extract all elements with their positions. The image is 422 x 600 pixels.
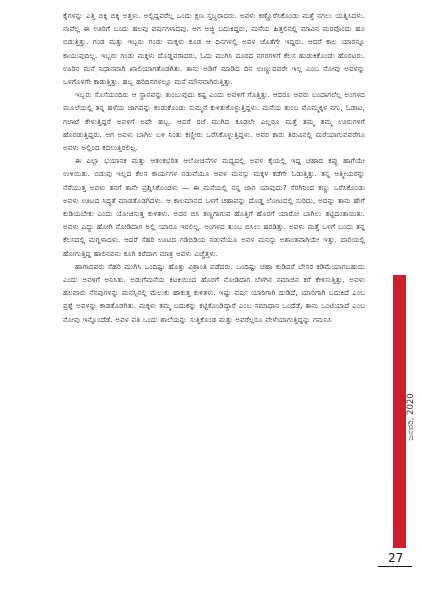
article-paragraph-3: ಈ ಎಲ್ಲಾ ಭಯಾನಕ ಮತ್ತು ಆತಂಕಭರಿತ ಆಲೋಚನೆಗಳ ಮಧ್ಯದಲ್ಲಿ ಅವಳ ಕೈಯಲ್ಲಿ ಇದ್ದ ಚಹಾದ ಕಪ್ಪು ಹಾಗೆಯೇ ಉಳಿಯಿತು. ಬಿಡುವು ಇಲ್ಲದ ಕೆಲಸ ಕಾರ್ಯಗಳ ನಡುವೆಯೂ ಅವಳ ಮನಸ್ಸು ಮಕ್ಕಳ ಕಡೆಗೇ ಓಡುತ್ತಿತ್ತು. ತನ್ನ ಆತ್ಮೀಯರನ್ನು ನೆನೆಯುತ್ತ ಅವಳು ತನಗೆ ತಾನೇ ಪ್ರಶ್ನಿಸಿಕೊಂಡಳು — ಈ ಮನೆಯಲ್ಲಿ ನನ್ನ ಜಾಗ ಯಾವುದು? ಸೆರಗಿನಿಂದ ಕಣ್ಣು ಒರೆಸಿಕೊಂಡು ಅವಳು ಊಟದ ಸಿದ್ಧತೆ ಮಾಡತೊಡಗಿದಳು. ಆ ಕಾಲಮಾನದ ಒಳಗೆ ಚಹಾವನ್ನು ದೊಡ್ಡ ಲೋಟದಲ್ಲಿ ಸುರಿದು, ಅದನ್ನು ತಾನು ಹೇಗೆ ಕುಡಿಯಬೇಕು ಎಂದು ಯೋಚಿಸುತ್ತ ಕುಳಿತಳು. ಅದರ ಬಿಸಿ ತಣ್ಣಗಾಗುವ ಹೊತ್ತಿಗೆ ಹೊರಗೆ ಯಾರೋ ಬಾಗಿಲು ತಟ್ಟಿದಂತಾಯಿತು. ಅವಳು ಎದ್ದು ಹೋಗಿ ನೋಡಿದಾಗ ಅಲ್ಲಿ ಯಾರೂ ಇರಲಿಲ್ಲ. ಅಂಗಳದ ತುಂಬ ಬಿಸಿಲು ಹರಡಿತ್ತು. ಅವಳು ಮತ್ತೆ ಒಳಗೆ ಬಂದು ತನ್ನ ಕೆಲಸದಲ್ಲಿ ಮಗ್ನಳಾದಳು. ಆದರೆ ಸೆಹರಿ ಊಟದ ಗಡಿಬಿಡಿಯ ನಡುವೆಯೂ ಅವಳ ಮನಸ್ಸು ಅಶಾಂತವಾಗಿಯೇ ಇತ್ತು. ದಾರಿಯಲ್ಲಿ ಹೋಗುತ್ತಿದ್ದ ಹಾಲಿನವನು ಕೂಗಿ ಕರೆದಾಗ ಮಾತ್ರ ಅವಳು ಎಚ್ಚೆತ್ತಳು. xyxy=(63,156,365,258)
article-paragraph-1: ಕೈಗಳನ್ನು ಎತ್ತಿ ಬಿಕ್ಕಿ ಬಿಕ್ಕಿ ಅತ್ತಳು. ಅಲ್ಲಿದ್ದವರೆಲ್ಲ ಒಂದು ಕ್ಷಣ ಸ್ತಬ್ಧರಾದರು. ಅವಳು ಕಣ್ಣೊರೆಸಿಕೊಂಡು ಮತ್ತೆ ನಗಲು ಯತ್ನಿಸಿದಳು. ನಾವೆಲ್ಲ ಈ ಊರಿಗೆ ಬಂದು ಹಲವು ವರ್ಷಗಳಾದವು. ಆಗ ಅಜ್ಜಿ ಬದುಕಿದ್ದರು, ಮನೆಯ ಹಿತ್ತಲಿನಲ್ಲಿ ಮಾವಿನ ಮರವೊಂದು ಹೂ ಬಿಡುತ್ತಿತ್ತು. ಗಂಡ ಮತ್ತು ಇಬ್ಬರು ಗಂಡು ಮಕ್ಕಳು ಕೂಡ ಆ ದಿನಗಳಲ್ಲಿ ಅವಳ ಜೊತೆಗೇ ಇದ್ದರು. ಆದರೆ ಕಾಲ ಯಾರನ್ನೂ ಕಾಯುವುದಿಲ್ಲ. ಇಬ್ಬರು ಗಂಡು ಮಕ್ಕಳು ದೊಡ್ಡವರಾದರು, ಓದು ಮುಗಿಸಿ ದೂರದ ನಗರಗಳಿಗೆ ಕೆಲಸ ಹುಡುಕಿಕೊಂಡು ಹೊರಟರು. ಊರಿನ ಮನೆ ನಿಧಾನವಾಗಿ ಖಾಲಿಯಾಗತೊಡಗಿತು. ತಾನು ಅಡಿಗೆ ಮಾಡಿದ ದಿನ ಉಣ್ಣುವವರೇ ಇಲ್ಲ ಎಂಬ ನೋವು ಅವಳನ್ನು ಒಳಗೊಳಗೇ ಕಾಡುತ್ತಿತ್ತು. ಹಬ್ಬ ಹರಿದಿನಗಳಲ್ಲೂ ಮನೆ ಮೌನವಾಗಿರುತ್ತಿತ್ತು. xyxy=(63,11,365,87)
magazine-logo: ಮಯೂರ xyxy=(389,477,408,533)
article-body xyxy=(63,9,365,564)
issue-date: ಜನವರಿ, 2020 xyxy=(406,393,416,441)
page-number: 27 xyxy=(388,551,404,565)
article-paragraph-2: ಇಬ್ಬರು ಸೊಸೆಯಂದಿರು ಆ ಸ್ಥಾನವನ್ನು ತುಂಬುವುದು ಕಷ್ಟ ಎಂದು ಅವಳಿಗೆ ಗೊತ್ತಿತ್ತು. ಆದರೂ ಅವರು ಬಂದಾಗಲೆಲ್ಲ ಅಂಗಳದ ಮೂಲೆಯಲ್ಲಿ ತನ್ನ ಹಳೆಯ ಜಾಗವನ್ನು ಕಂಡುಕೊಂಡು ಸುಮ್ಮನೆ ಕುಳಿತುಕೊಳ್ಳುತ್ತಿದ್ದಳು. ಮನೆಯ ತುಂಬ ಮೊಮ್ಮಕ್ಕಳ ನಗು, ಓಡಾಟ, ಗಲಾಟೆ ಕೇಳುತ್ತಿದ್ದರೆ ಅವಳಿಗೆ ಅದೇ ಹಬ್ಬ. ಆದರೆ ರಜೆ ಮುಗಿದ ಕೂಡಲೇ ಎಲ್ಲರೂ ಮತ್ತೆ ತಮ್ಮ ತಮ್ಮ ಊರುಗಳಿಗೆ ಹೊರಡುತ್ತಿದ್ದರು. ಆಗ ಅವಳು ಬಾಗಿಲ ಬಳಿ ನಿಂತು ಕಣ್ಣೀರು ಒರೆಸಿಕೊಳ್ಳುತ್ತಿದ್ದಳು. ಅವರ ಕಾರು ತಿರುವಿನಲ್ಲಿ ಮರೆಯಾಗುವವರೆಗೂ ಅವಳು ಅಲ್ಲಿಂದ ಕದಲುತ್ತಿರಲಿಲ್ಲ. xyxy=(63,90,365,153)
page-number-rule xyxy=(378,566,412,567)
article-paragraph-4: ಹಾಗಾದವರು ಸೆಹರಿ ಮುಗಿಸಿ ಒಂದಿಷ್ಟು ಹೊತ್ತು ವಿಶ್ರಾಂತಿ ಪಡೆದರು. ಒಂದಿಷ್ಟು ಚಹಾ ಕುಡಿದರೆ ಬೇಸರ ಕಡಿಮೆಯಾಗಬಹುದು ಎಂದು ಅವಳಿಗೆ ಅನಿಸಿತು. ಅಡುಗೆಮನೆಯ ಕಿಟಕಿಯಿಂದ ಹೊರಗೆ ನೋಡಿದಾಗ ಬೆಳಗಿನ ನಮಾಜಿನ ಕರೆ ಕೇಳಿಸುತ್ತಿತ್ತು. ಅವಳು ಹಲವಾರು ನೆನಪುಗಳನ್ನು ಮನಸ್ಸಿನಲ್ಲಿ ಮೆಲುಕು ಹಾಕುತ್ತ ಕುಳಿತಳು. ಇಷ್ಟು ವರ್ಷ ಯಾರಿಗಾಗಿ ದುಡಿದೆ, ಯಾರಿಗಾಗಿ ಬದುಕಿದೆ ಎಂಬ ಪ್ರಶ್ನೆ ಅವಳನ್ನು ಕಾಡತೊಡಗಿತು. ಮಕ್ಕಳು ತಮ್ಮ ಬದುಕನ್ನು ಕಟ್ಟಿಕೊಂಡಿದ್ದಾರೆ ಎಂಬ ಸಮಾಧಾನ ಒಂದೆಡೆ, ತಾನು ಒಂಟಿಯಾದೆ ಎಂಬ ನೋವು ಇನ್ನೊಂದೆಡೆ. ಅವಳ ಪತಿ ಒಂದು ಶಾಲೆಯನ್ನು ಸುತ್ತಿಕೊಂಡ ಮತ್ತು ಅವರೆಲ್ಲರೂ ವೇಳೆಯಾಗುತ್ತಿದ್ದನ್ನು ಗಮನಿಸಿ xyxy=(63,261,365,324)
